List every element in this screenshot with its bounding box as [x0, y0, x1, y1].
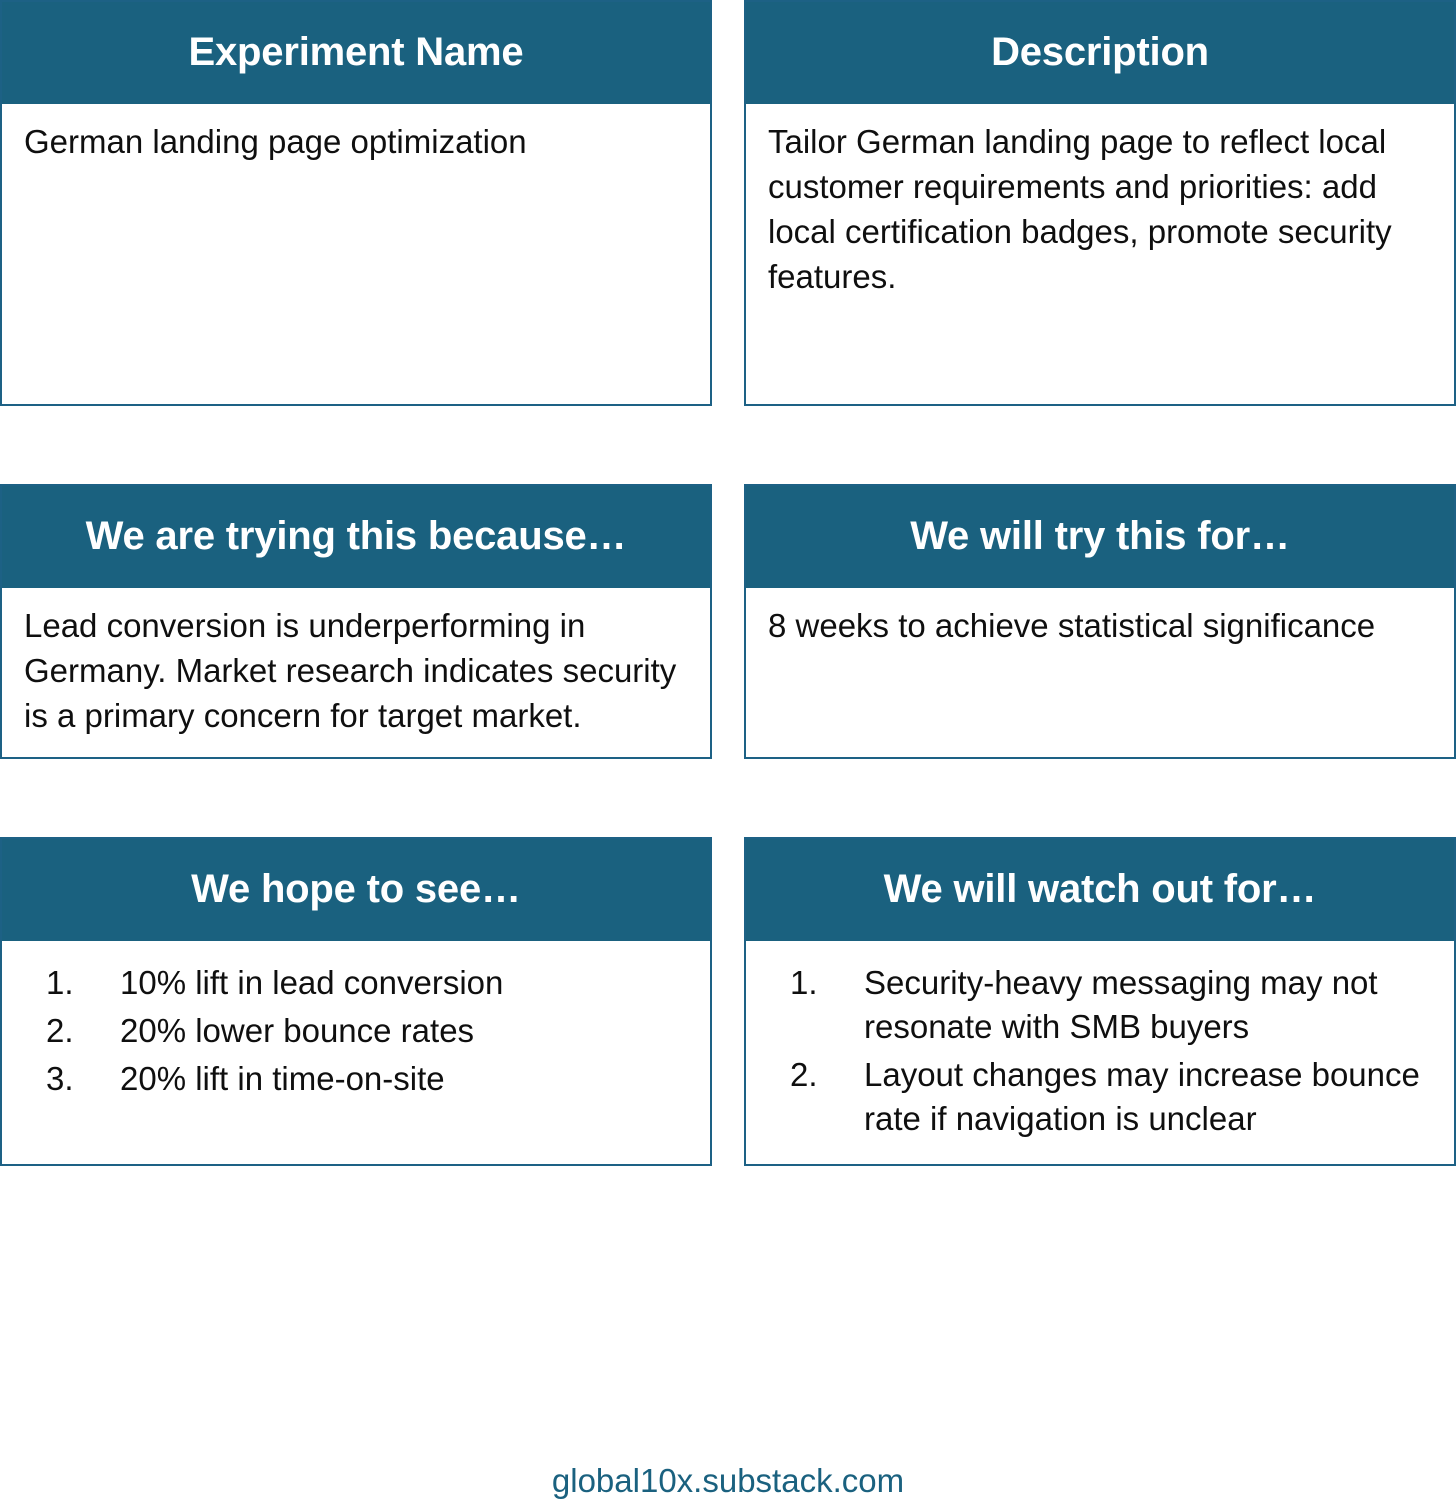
grid-gap-row — [712, 759, 744, 837]
card-body-rationale: Lead conversion is underperforming in Germany. Market research indicates security is a primary concern for target market. — [24, 607, 677, 734]
grid-gap — [712, 484, 744, 759]
card-risks — [744, 837, 1456, 1166]
list-item: 10% lift in lead conversion — [120, 963, 504, 1001]
grid-gap-row — [0, 406, 712, 484]
card-body-duration: 8 weeks to achieve statistical significance — [768, 607, 1376, 644]
card-rationale — [0, 484, 712, 759]
list-item: 20% lift in time-on-site — [120, 1060, 445, 1098]
card-duration — [744, 484, 1456, 759]
card-title-expected-outcomes: We hope to see… — [2, 839, 710, 941]
list-item: Layout changes may increase bounce rate if navigation is unclear — [864, 1056, 1420, 1138]
card-title-rationale: We are trying this because… — [2, 486, 710, 588]
grid-gap — [712, 0, 744, 406]
grid-gap-row — [0, 759, 712, 837]
expected-outcomes-list — [24, 961, 688, 1102]
card-title-experiment-name: Experiment Name — [2, 2, 710, 104]
card-title-duration: We will try this for… — [746, 486, 1454, 588]
card-expected-outcomes — [0, 837, 712, 1166]
risks-list — [768, 961, 1432, 1142]
card-description — [744, 0, 1456, 406]
grid-gap-row — [744, 406, 1456, 484]
card-body-experiment-name: German landing page optimization — [24, 123, 527, 160]
list-item: Security-heavy messaging may not resonate with SMB buyers — [864, 963, 1378, 1045]
card-body-risks — [746, 941, 1454, 1164]
list-item: 20% lower bounce rates — [120, 1011, 475, 1049]
card-experiment-name — [0, 0, 712, 406]
card-body-description: Tailor German landing page to reflect local customer requirements and priorities: add local certification badges, promote security features. — [768, 123, 1392, 295]
footer-attribution: global10x.substack.com — [551, 1462, 905, 1499]
grid-gap-row — [712, 406, 744, 484]
grid-gap — [712, 837, 744, 1166]
card-title-risks: We will watch out for… — [746, 839, 1454, 941]
grid-gap-row — [744, 759, 1456, 837]
card-title-description: Description — [746, 2, 1454, 104]
card-body-expected-outcomes — [2, 941, 710, 1124]
